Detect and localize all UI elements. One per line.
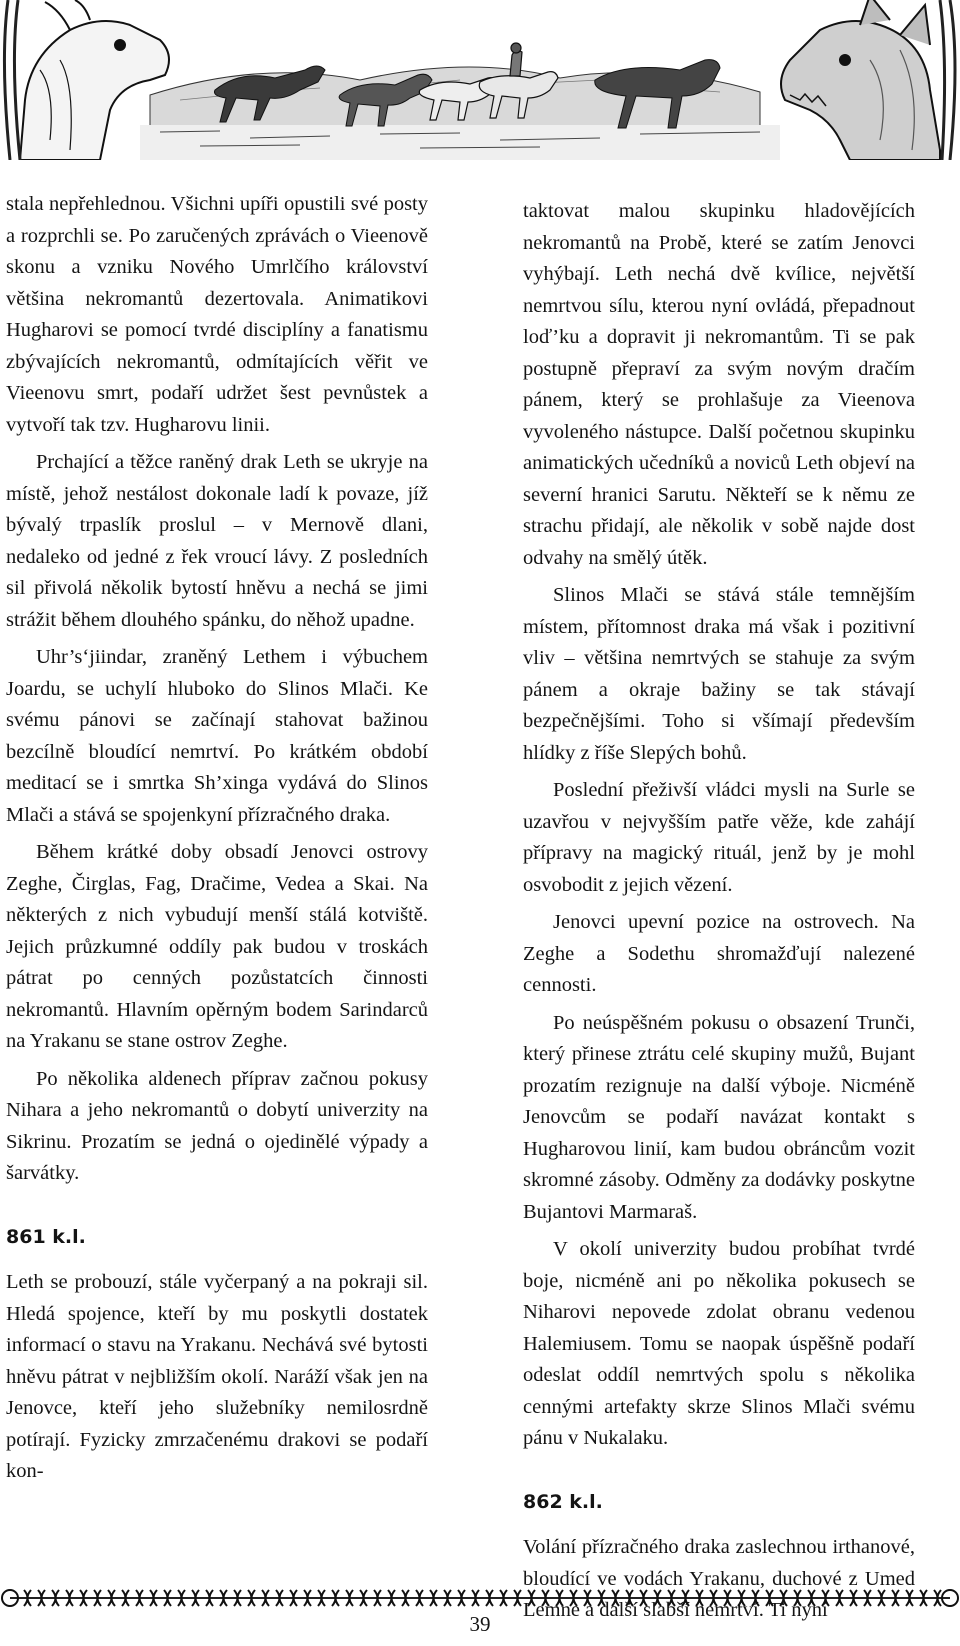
right-column: [523, 196, 915, 1633]
right-paragraph-3: Poslední přeživší vládci mysli na Surle se uzavřou v nejvyšším patře věže, kde zahájí přípravy na magický rituál, jenž by je mohl osvobodit z jejich vězení.: [523, 779, 915, 896]
left-paragraph-3: Uhr’s‘jiindar, zraněný Lethem i výbuchem Joardu, se uchylí hluboko do Slinos Mlači. Ke svému pánovi se začínají stahovat bažinou bezcílně bloudící nemrtví. Po krátkém období meditací se i smrtka Sh’xinga vydává do Slinos Mlači a stává se spojenkyní přízračného draka.: [6, 646, 428, 826]
left-column: [6, 189, 428, 1494]
horse-herd-and-wolf-illustration: [0, 0, 960, 160]
left-paragraph-1: stala nepřehlednou. Všichni upíři opustili své posty a rozprchli se. Po zaručených zprávách o Vieenově skonu a vzniku Nového Umrlčího království většina nekromantů dezertovala. Animatikovi Hugharovi se pomocí tvrdé disciplíny a fanatismu zbývajících nekromantů, odmítajících věřit ve Vieenovu smrt, podaří udržet šest pevnůstek a vytvoří tak tzv. Hugharovu linii.: [6, 193, 428, 436]
page-number: 39: [469, 1612, 491, 1636]
left-paragraph-6: Leth se probouzí, stále vyčerpaný a na pokraji sil. Hledá spojence, kteří by mu poskytli dostatek informací o stavu na Yrakanu. Nechává své bytosti hněvu pátrat v nejbližším okolí. Naráží však jen na Jenovce, kteří jeho služebníky nemilosrdně potírají. Fyzicky zmrzačenému drakovi se podaří kon-: [6, 1271, 428, 1482]
right-paragraph-7: Volání přízračného draka zaslechnou irthanové, bloudící ve vodách Yrakanu, duchové z Umed Lemne a další slabší nemrtví. Ti nyní: [523, 1536, 915, 1621]
left-paragraph-4: Během krátké doby obsadí Jenovci ostrovy Zeghe, Čirglas, Fag, Dračime, Vedea a Skai. Na některých z nich vybudují menší stálá kotviště. Jejich průzkumné oddíly pak budou v troskách pátrat po cenných pozůstatcích činnosti nekromantů. Hlavním opěrným bodem Sarindarců na Yrakanu se stane ostrov Zeghe.: [6, 841, 428, 1052]
right-paragraph-2: Slinos Mlači se stává stále temnějším místem, přítomnost draka má však i pozitivní vliv – většina nemrtvých se stahuje za svým pánem a okraje bažiny se tak stávají bezpečnějšími. Toho si všímají především hlídky z říše Slepých bohů.: [523, 584, 915, 764]
right-paragraph-1: taktovat malou skupinku hladovějících nekromantů na Probě, které se zatím Jenovci vyhýbají. Leth nechá dvě kvílice, největší nemrtvou sílu, kterou nyní ovládá, přepadnout loď’ku a dopravit ji nekromantům. Ti se pak postupně přepraví za svým novým dračím pánem, který se prohlašuje za Vieenova vyvoleného nástupce. Další početnou skupinku animatických učedníků a noviců Leth objeví na severní hranici Sarutu. Někteří se k němu ze strachu přidají, ale několik v sobě najde dost odvahy na smělý útěk.: [523, 200, 915, 569]
right-paragraph-4: Jenovci upevní pozice na ostrovech. Na Zeghe a Sodethu shromažďují nalezené cennosti.: [523, 911, 915, 996]
left-paragraph-2: Prchající a těžce raněný drak Leth se ukryje na místě, jehož nestálost dokonale ladí k povaze, jíž bývalý trpaslík proslul – v Mernově dlani, nedaleko od jedné z řek vroucí lávy. Z posledních sil přivolá několik bytostí hněvu a nechá se jimi strážit během dlouhého spánku, do něhož upadne.: [6, 451, 428, 631]
year-heading-861: 861 k.l.: [6, 1225, 86, 1248]
left-paragraph-5: Po několika aldenech příprav začnou pokusy Nihara a jeho nekromantů o dobytí univerzity na Sikrinu. Prozatím se jedná o ojedinělé výpady a šarvátky.: [6, 1067, 428, 1184]
footer-braid-border: [0, 1586, 960, 1610]
header-illustration: [0, 0, 960, 160]
right-paragraph-5: Po neúspěšném pokusu o obsazení Trunči, který přinese ztrátu celé skupiny mužů, Bujant prozatím rezignuje na další výboje. Nicméně Jenovcům se podaří navázat kontakt s Hugharovou linií, kam budou obráncům vozit skromné zásoby. Odměny za dodávky poskytne Bujantovi Marmaraš.: [523, 1011, 915, 1223]
right-paragraph-6: V okolí univerzity budou probíhat tvrdé boje, nicméně ani po několika pokusech se Niharovi nepovede zdolat obranu vedenou Halemiusem. Tomu se naopak úspěšně podaří odeslat oddíl nemrtvých spolu s několika cennými artefakty skrze Slinos Mlači svému pánu v Nukalaku.: [523, 1238, 915, 1449]
year-heading-862: 862 k.l.: [523, 1490, 603, 1513]
braid-ornament: [0, 1586, 960, 1610]
